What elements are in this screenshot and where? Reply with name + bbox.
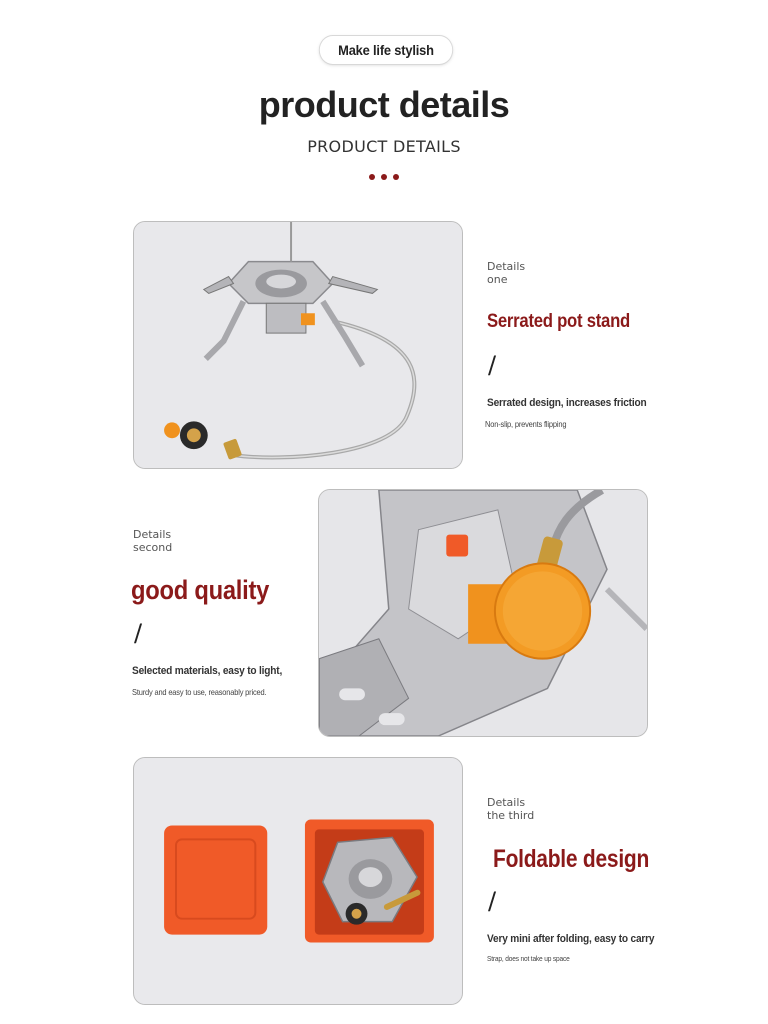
page-title: product details [258, 84, 510, 125]
dot [393, 174, 399, 180]
details-label-third [487, 796, 534, 822]
details-label-second [133, 528, 172, 554]
decorative-dots [369, 174, 399, 180]
details-label-word: Details [487, 260, 526, 273]
slash-divider: / [488, 887, 497, 915]
stove-photo-valve-closeup [318, 489, 648, 737]
section-heading-foldable: Foldable design [493, 845, 650, 873]
details-label-index: the third [487, 809, 535, 822]
section-desc-sub: Non-slip, prevents flipping [485, 419, 567, 429]
details-label-index: one [487, 273, 508, 286]
section-desc-main: Serrated design, increases friction [487, 397, 647, 409]
dot [381, 174, 387, 180]
slash-divider: / [488, 351, 497, 379]
stove-photo-folded-case [133, 757, 463, 1005]
section-heading-quality: good quality [131, 575, 270, 605]
slash-divider: / [134, 619, 143, 647]
section-heading-pot-stand: Serrated pot stand [487, 311, 630, 332]
section-desc-main: Very mini after folding, easy to carry [487, 933, 655, 945]
section-desc-main: Selected materials, easy to light, [132, 665, 283, 677]
tagline-text: Make life stylish [338, 42, 434, 58]
details-label-index: second [133, 541, 173, 554]
details-label-word: Details [487, 796, 526, 809]
case-illustration [134, 758, 462, 1004]
page-subtitle: PRODUCT DETAILS [307, 137, 461, 156]
section-desc-sub: Strap, does not take up space [487, 954, 570, 963]
stove-illustration [134, 222, 462, 468]
details-label-word: Details [133, 528, 172, 541]
stove-photo-pot-stand [133, 221, 463, 469]
tagline-badge [320, 36, 452, 64]
section-desc-sub: Sturdy and easy to use, reasonably priced. [132, 687, 267, 697]
details-label-one [487, 260, 525, 286]
valve-illustration [319, 490, 647, 736]
dot [369, 174, 375, 180]
